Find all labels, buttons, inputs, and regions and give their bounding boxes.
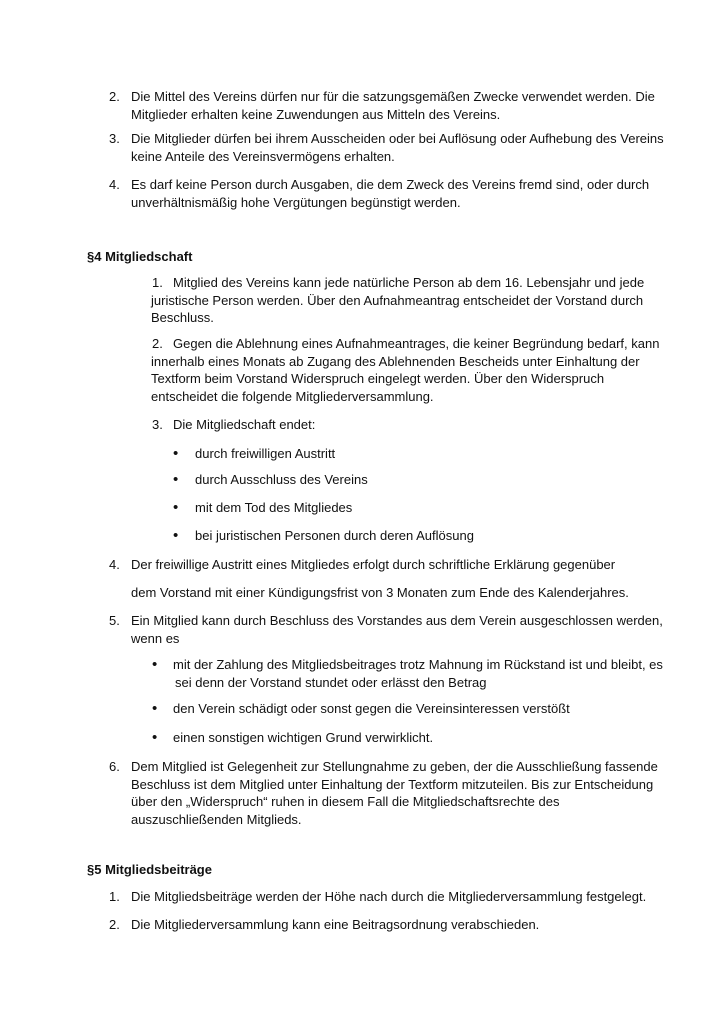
list-item: einen sonstigen wichtigen Grund verwirklicht. (173, 730, 434, 745)
list-number: 6. (109, 759, 120, 774)
bullet-icon: • (173, 527, 179, 544)
bullet-icon: • (152, 700, 158, 717)
list-item: Die Mittel des Vereins dürfen nur für die satzungsgemäßen Zwecke verwendet werden. Die Mitglieder erhalten keine Zuwendungen aus Mitteln des Vereins. (131, 89, 655, 122)
list-number: 5. (109, 613, 120, 628)
section-heading: §4 Mitgliedschaft (87, 249, 193, 264)
bullet-icon: • (173, 445, 179, 462)
list-item: Es darf keine Person durch Ausgaben, die dem Zweck des Vereins fremd sind, oder durch unverhältnismäßig hohe Vergütungen begünstigt werden. (131, 177, 650, 210)
list-item: mit der Zahlung des Mitgliedsbeitrages trotz Mahnung im Rückstand ist und bleibt, es sei denn der Vorstand stundet oder erlässt den Betrag (173, 657, 663, 690)
list-number: 2. (109, 917, 120, 932)
list-number: 2. (152, 336, 163, 351)
bullet-icon: • (152, 656, 158, 673)
list-item: Die Mitgliederversammlung kann eine Beitragsordnung verabschieden. (131, 917, 540, 932)
list-item: bei juristischen Personen durch deren Auflösung (195, 528, 474, 543)
list-item: Mitglied des Vereins kann jede natürliche Person ab dem 16. Lebensjahr und jede juristische Person werden. Über den Aufnahmeantrag entscheidet der Vorstand durch Beschluss. (151, 275, 645, 325)
list-number: 1. (109, 889, 120, 904)
list-item: den Verein schädigt oder sonst gegen die Vereinsinteressen verstößt (173, 701, 570, 716)
list-item: Gegen die Ablehnung eines Aufnahmeantrages, die keiner Begründung bedarf, kann innerhalb eines Monats ab Zugang des Ablehnenden Bescheids unter Einhaltung der Textform beim Vorstand Widerspruch eingelegt werden. Über den Widerspruch entscheidet die folgende Mitgliederversammlung. (151, 336, 660, 404)
list-number: 4. (109, 557, 120, 572)
list-number: 4. (109, 177, 120, 192)
bullet-icon: • (152, 729, 158, 746)
list-item: Ein Mitglied kann durch Beschluss des Vorstandes aus dem Verein ausgeschlossen werden, wenn es (131, 613, 663, 646)
section-heading: §5 Mitgliedsbeiträge (87, 862, 212, 877)
list-number: 3. (109, 131, 120, 146)
bullet-icon: • (173, 471, 179, 488)
list-item: Die Mitgliedsbeiträge werden der Höhe nach durch die Mitgliederversammlung festgelegt. (131, 889, 647, 904)
list-item: Die Mitgliedschaft endet: (173, 417, 316, 432)
list-item: mit dem Tod des Mitgliedes (195, 500, 353, 515)
bullet-icon: • (173, 499, 179, 516)
list-number: 2. (109, 89, 120, 104)
list-number: 1. (152, 275, 163, 290)
list-item: Der freiwillige Austritt eines Mitgliedes erfolgt durch schriftliche Erklärung gegenüber (131, 557, 616, 572)
list-item: durch freiwilligen Austritt (195, 446, 336, 461)
list-item-continuation: dem Vorstand mit einer Kündigungsfrist von 3 Monaten zum Ende des Kalenderjahres. (131, 585, 629, 600)
list-item: Die Mitglieder dürfen bei ihrem Ausscheiden oder bei Auflösung oder Aufhebung des Vereins keine Anteile des Vereinsvermögens erhalten. (131, 131, 664, 164)
list-item: durch Ausschluss des Vereins (195, 472, 368, 487)
list-item: Dem Mitglied ist Gelegenheit zur Stellungnahme zu geben, der die Ausschließung fassende Beschluss ist dem Mitglied unter Einhaltung der Textform mitzuteilen. Bis zur Entscheidung über den „Widerspruch“ ruhen in diesem Fall die Mitgliedschaftsrechte des auszuschließenden Mitglieds. (131, 759, 658, 827)
list-number: 3. (152, 417, 163, 432)
